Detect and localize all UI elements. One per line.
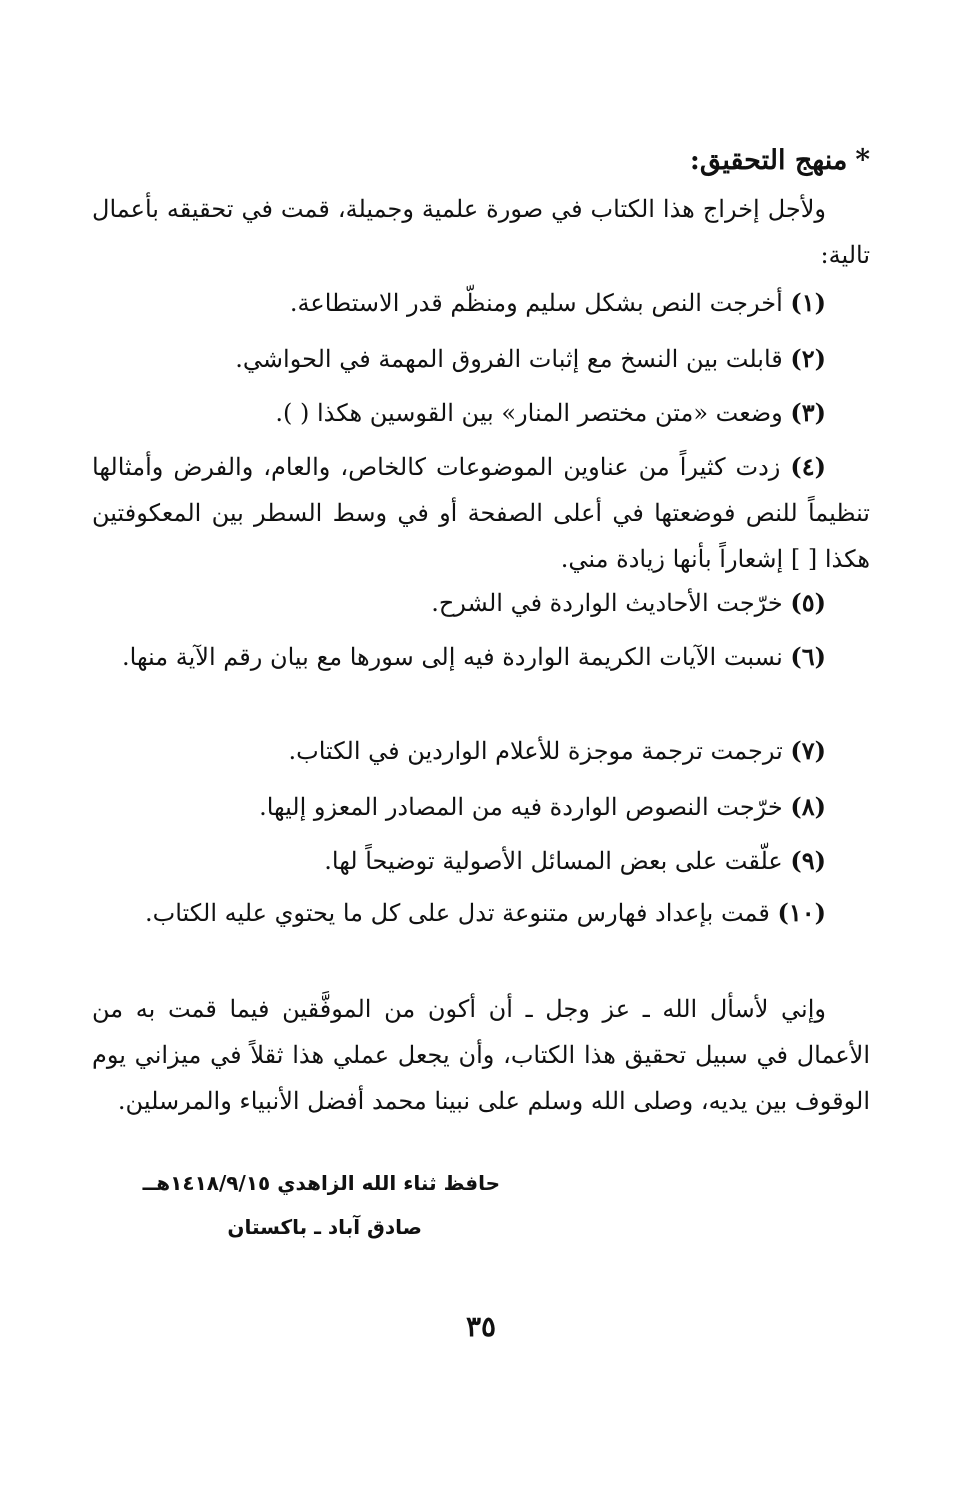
- heading-text: منهج التحقيق:: [689, 145, 848, 176]
- intro-paragraph: ولأجل إخراج هذا الكتاب في صورة علمية وجميلة، قمت في تحقيقه بأعمال تالية:: [92, 195, 870, 269]
- item-text: قمت بإعداد فهارس متنوعة تدل على كل ما يحتوي عليه الكتاب.: [144, 899, 770, 927]
- list-item-6: [92, 634, 870, 680]
- item-text: ترجمت ترجمة موجزة للأعلام الواردين في الكتاب.: [288, 737, 783, 765]
- item-number: (٤): [790, 452, 826, 481]
- item-number: (٣): [790, 398, 826, 427]
- item-number: (٧): [790, 736, 826, 765]
- item-number: (٨): [790, 792, 826, 821]
- item-text: نسبت الآيات الكريمة الواردة فيه إلى سورها مع بيان رقم الآية منها.: [122, 643, 783, 671]
- item-text: أخرجت النص بشكل سليم ومنظّم قدر الاستطاعة.: [289, 289, 783, 317]
- item-number: (٢): [790, 344, 826, 373]
- list-item-4: [92, 444, 870, 582]
- page-number: ٣٥: [465, 1310, 497, 1343]
- item-text: قابلت بين النسخ مع إثبات الفروق المهمة في الحواشي.: [235, 345, 783, 373]
- signature-place: صادق آباد ـ باكستان: [227, 1215, 422, 1239]
- item-text: علّقت على بعض المسائل الأصولية توضيحاً لها.: [324, 847, 783, 875]
- item-text: خرّجت الأحاديث الواردة في الشرح.: [431, 589, 783, 617]
- item-number: (٩): [790, 846, 826, 875]
- list-item-2: [92, 336, 870, 382]
- list-item-1: [92, 280, 870, 326]
- item-number: (٥): [790, 588, 826, 617]
- signature-name: حافظ ثناء الله الزاهدي ١٤١٨/٩/١٥هــ: [142, 1171, 500, 1195]
- asterisk-icon: *: [855, 143, 870, 176]
- list-item-9: [92, 838, 870, 884]
- item-number: (١٠): [777, 898, 826, 927]
- section-heading: [92, 138, 870, 183]
- list-item-7: [92, 728, 870, 774]
- item-number: (٦): [790, 642, 826, 671]
- closing-paragraph: وإني لأسأل الله ـ عز وجل ـ أن أكون من الموفَّقين فيما قمت به من الأعمال في سبيل تحقيق هذا الكتاب، وأن يجعل عملي هذا ثقلاً في ميزاني يوم الوقوف بين يديه، وصلى الله وسلم على نبينا محمد أفضل الأنبياء والمرسلين.: [92, 995, 870, 1115]
- item-text: خرّجت النصوص الواردة فيه من المصادر المعزو إليها.: [259, 793, 783, 821]
- item-number: (١): [790, 288, 826, 317]
- list-item-10: [92, 890, 870, 936]
- list-item-3: [92, 390, 870, 436]
- list-item-5: [92, 580, 870, 626]
- list-item-8: [92, 784, 870, 830]
- item-text: زدت كثيراً من عناوين الموضوعات كالخاص، والعام، والفرض وأمثالها تنظيماً للنص فوضعتها في أعلى الصفحة أو في وسط السطر بين المعكوفتين هكذا [ ] إشعاراً بأنها زيادة مني.: [92, 453, 870, 573]
- item-text: وضعت «متن مختصر المنار» بين القوسين هكذا ( ).: [275, 399, 783, 427]
